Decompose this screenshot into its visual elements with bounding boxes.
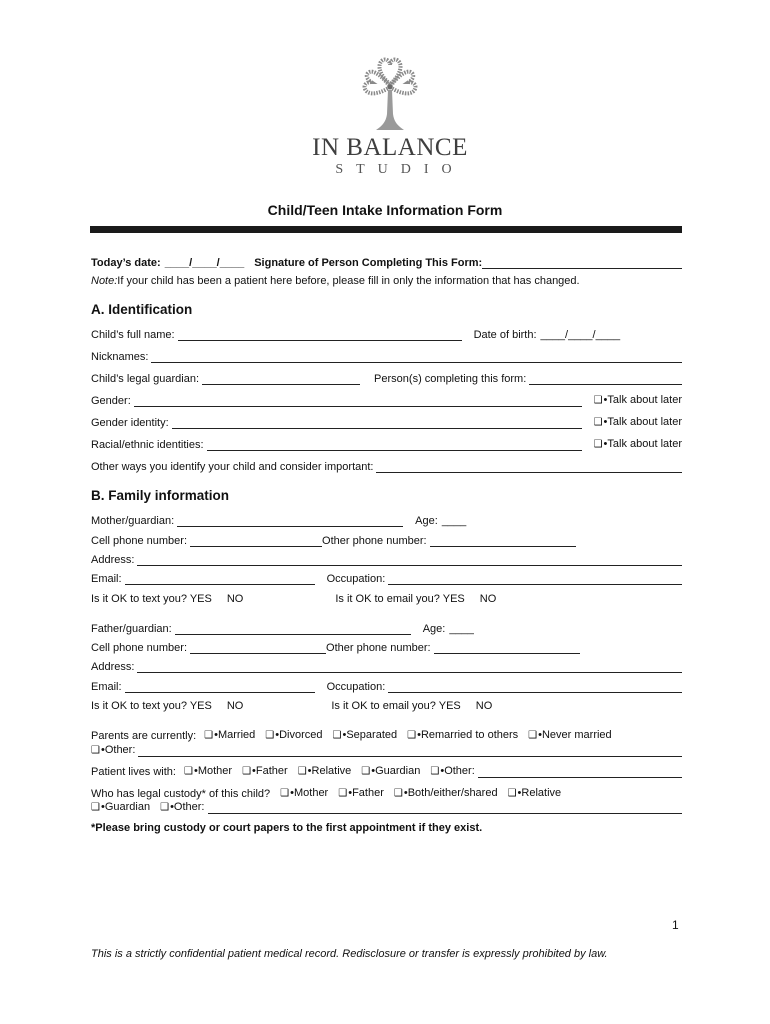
- family-heading: B. Family information: [91, 488, 230, 503]
- custody-other-field[interactable]: [208, 801, 683, 814]
- email-no-label[interactable]: NO: [475, 700, 493, 712]
- title-divider: [90, 226, 682, 233]
- custody-note: *Please bring custody or court papers to the first appointment if they exist.: [91, 822, 483, 834]
- checkbox-icon[interactable]: ❑: [280, 788, 290, 799]
- text-ok-label[interactable]: Is it OK to text you? YES: [91, 700, 212, 712]
- address-label: Address:: [91, 661, 135, 673]
- mother-occupation-field[interactable]: [388, 572, 682, 585]
- checkbox-icon[interactable]: ❑: [361, 766, 371, 777]
- talk-later-label: Talk about later: [607, 394, 682, 406]
- gender-field[interactable]: [134, 394, 582, 407]
- mother-row: [91, 513, 682, 528]
- checkbox-icon[interactable]: ❑: [528, 730, 538, 741]
- mother-age-field[interactable]: ____: [441, 515, 467, 527]
- lives-option-mother[interactable]: ❑•Mother: [183, 765, 233, 777]
- signature-label: Signature of Person Completing This Form:: [254, 257, 483, 269]
- completing-field[interactable]: [529, 372, 682, 385]
- other-ways-row: [91, 459, 682, 474]
- parents-other-row: [91, 743, 682, 758]
- note-text: If your child has been a patient here before, please fill in only the information that has changed.: [117, 275, 580, 287]
- checkbox-icon[interactable]: ❑: [332, 730, 342, 741]
- father-label: Father/guardian:: [91, 623, 172, 635]
- father-email-field[interactable]: [125, 680, 315, 693]
- email-label: Email:: [91, 681, 122, 693]
- dob-label: Date of birth:: [473, 329, 537, 341]
- father-contact-pref-row: [91, 698, 682, 713]
- father-address-row: [91, 659, 682, 674]
- text-ok-label[interactable]: Is it OK to text you? YES: [91, 593, 212, 605]
- mother-contact-pref-row: [91, 591, 682, 606]
- gender-talk-later-option[interactable]: ❑•Talk about later: [593, 394, 682, 406]
- checkbox-icon[interactable]: ❑: [297, 766, 307, 777]
- lives-option-relative[interactable]: ❑•Relative: [297, 765, 352, 777]
- checkbox-icon[interactable]: ❑: [393, 788, 403, 799]
- racial-talk-later-option[interactable]: ❑•Talk about later: [593, 438, 682, 450]
- other-phone-label: Other phone number:: [322, 535, 427, 547]
- father-address-field[interactable]: [137, 660, 682, 673]
- brand-subtitle: STUDIO: [335, 162, 465, 177]
- checkbox-icon[interactable]: ❑: [183, 766, 193, 777]
- date-signature-row: [91, 255, 682, 270]
- guardian-field[interactable]: [202, 372, 360, 385]
- form-title: Child/Teen Intake Information Form: [267, 202, 503, 218]
- gender-identity-label: Gender identity:: [91, 417, 169, 429]
- address-label: Address:: [91, 554, 135, 566]
- cell-label: Cell phone number:: [91, 535, 188, 547]
- gender-identity-talk-later-option[interactable]: ❑•Talk about later: [593, 416, 682, 428]
- father-age-label: Age:: [422, 623, 446, 635]
- talk-later-label: Talk about later: [607, 416, 682, 428]
- note-label: Note:: [91, 275, 118, 287]
- mother-cell-field[interactable]: [190, 534, 322, 547]
- parents-option-divorced[interactable]: ❑•Divorced: [265, 729, 323, 741]
- mother-address-row: [91, 552, 682, 567]
- logo: [310, 54, 470, 184]
- other-ways-field[interactable]: [376, 460, 682, 473]
- parents-option-never-married[interactable]: ❑•Never married: [528, 729, 612, 741]
- dob-field[interactable]: ____/____/____: [540, 329, 621, 341]
- parents-option-other[interactable]: ❑•Other:: [91, 744, 136, 756]
- date-blank[interactable]: ____/____/____: [164, 257, 245, 269]
- mother-field[interactable]: [177, 514, 403, 527]
- nicknames-field[interactable]: [151, 350, 682, 363]
- custody-option-relative[interactable]: ❑•Relative: [507, 787, 562, 799]
- checkbox-icon[interactable]: ❑: [91, 802, 100, 813]
- mother-other-phone-field[interactable]: [430, 534, 576, 547]
- other-ways-label: Other ways you identify your child and consider important:: [91, 461, 374, 473]
- parents-other-field[interactable]: [138, 744, 682, 757]
- email-label: Email:: [91, 573, 122, 585]
- identification-heading: A. Identification: [91, 302, 193, 317]
- page-number: 1: [672, 918, 679, 932]
- date-label: Today’s date:: [91, 257, 161, 269]
- parents-status-row: [91, 728, 682, 743]
- email-ok-label[interactable]: Is it OK to email you? YES: [335, 593, 465, 605]
- nicknames-row: [91, 349, 682, 364]
- custody-option-shared[interactable]: ❑•Both/either/shared: [393, 787, 498, 799]
- brand-name: IN BALANCE: [312, 134, 468, 161]
- lives-label: Patient lives with:: [91, 766, 176, 778]
- father-occupation-field[interactable]: [388, 680, 682, 693]
- lives-with-row: [91, 764, 682, 779]
- email-no-label[interactable]: NO: [479, 593, 497, 605]
- checkbox-icon[interactable]: ❑: [593, 417, 603, 428]
- gender-row: [91, 393, 682, 408]
- parents-label: Parents are currently:: [91, 730, 197, 742]
- checkbox-icon[interactable]: ❑: [242, 766, 252, 777]
- clover-tree-logo-icon: [310, 54, 470, 136]
- checkbox-icon[interactable]: ❑: [430, 766, 440, 777]
- father-age-field[interactable]: ____: [449, 623, 474, 635]
- occupation-label: Occupation:: [326, 681, 386, 693]
- racial-label: Racial/ethnic identities:: [91, 439, 204, 451]
- signature-field[interactable]: [482, 256, 682, 269]
- custody-option-father[interactable]: ❑•Father: [338, 787, 384, 799]
- talk-later-label: Talk about later: [607, 438, 682, 450]
- confidentiality-footer: This is a strictly confidential patient medical record. Redisclosure or transfer is expressly prohibited by law.: [91, 948, 608, 960]
- full-name-label: Child’s full name:: [91, 329, 175, 341]
- guardian-label: Child’s legal guardian:: [91, 373, 200, 385]
- custody-label: Who has legal custody* of this child?: [91, 788, 271, 800]
- lives-other-field[interactable]: [478, 765, 682, 778]
- gender-identity-field[interactable]: [172, 416, 582, 429]
- email-ok-label[interactable]: Is it OK to email you? YES: [331, 700, 461, 712]
- checkbox-icon[interactable]: ❑: [507, 788, 517, 799]
- mother-label: Mother/guardian:: [91, 515, 175, 527]
- gender-label: Gender:: [91, 395, 131, 407]
- father-email-row: [91, 679, 682, 694]
- gender-identity-row: [91, 415, 682, 430]
- custody-option-guardian[interactable]: ❑•Guardian: [91, 801, 151, 813]
- parents-option-remarried[interactable]: ❑•Remarried to others: [407, 729, 519, 741]
- checkbox-icon[interactable]: ❑: [160, 802, 170, 813]
- checkbox-icon[interactable]: ❑: [593, 395, 603, 406]
- full-name-field[interactable]: [178, 328, 462, 341]
- custody-row: [91, 786, 682, 801]
- custody-option-mother[interactable]: ❑•Mother: [280, 787, 329, 799]
- mother-email-row: [91, 571, 682, 586]
- occupation-label: Occupation:: [326, 573, 386, 585]
- guardian-row: [91, 371, 682, 386]
- custody-option-other[interactable]: ❑•Other:: [160, 801, 205, 813]
- mother-address-field[interactable]: [137, 553, 682, 566]
- nicknames-label: Nicknames:: [91, 351, 149, 363]
- full-name-row: [91, 327, 682, 342]
- completing-label: Person(s) completing this form:: [374, 373, 527, 385]
- father-row: [91, 621, 682, 636]
- mother-email-field[interactable]: [125, 572, 315, 585]
- checkbox-icon[interactable]: ❑: [204, 730, 214, 741]
- mother-phone-row: [91, 533, 682, 548]
- racial-field[interactable]: [207, 438, 582, 451]
- other-phone-label: Other phone number:: [326, 642, 431, 654]
- checkbox-icon[interactable]: ❑: [593, 439, 603, 450]
- lives-option-other[interactable]: ❑•Other:: [430, 765, 475, 777]
- mother-age-label: Age:: [415, 515, 438, 527]
- cell-label: Cell phone number:: [91, 642, 188, 654]
- father-field[interactable]: [175, 622, 411, 635]
- note-row: [91, 273, 682, 288]
- father-other-phone-field[interactable]: [434, 641, 580, 654]
- father-cell-field[interactable]: [190, 641, 326, 654]
- checkbox-icon[interactable]: ❑: [91, 745, 100, 756]
- lives-option-guardian[interactable]: ❑•Guardian: [361, 765, 421, 777]
- text-no-label[interactable]: NO: [226, 593, 244, 605]
- text-no-label[interactable]: NO: [226, 700, 244, 712]
- custody-other-row: [91, 800, 682, 815]
- father-phone-row: [91, 640, 682, 655]
- parents-option-separated[interactable]: ❑•Separated: [332, 729, 398, 741]
- lives-option-father[interactable]: ❑•Father: [242, 765, 288, 777]
- racial-row: [91, 437, 682, 452]
- checkbox-icon[interactable]: ❑: [407, 730, 417, 741]
- parents-option-married[interactable]: ❑•Married: [204, 729, 256, 741]
- checkbox-icon[interactable]: ❑: [265, 730, 275, 741]
- checkbox-icon[interactable]: ❑: [338, 788, 348, 799]
